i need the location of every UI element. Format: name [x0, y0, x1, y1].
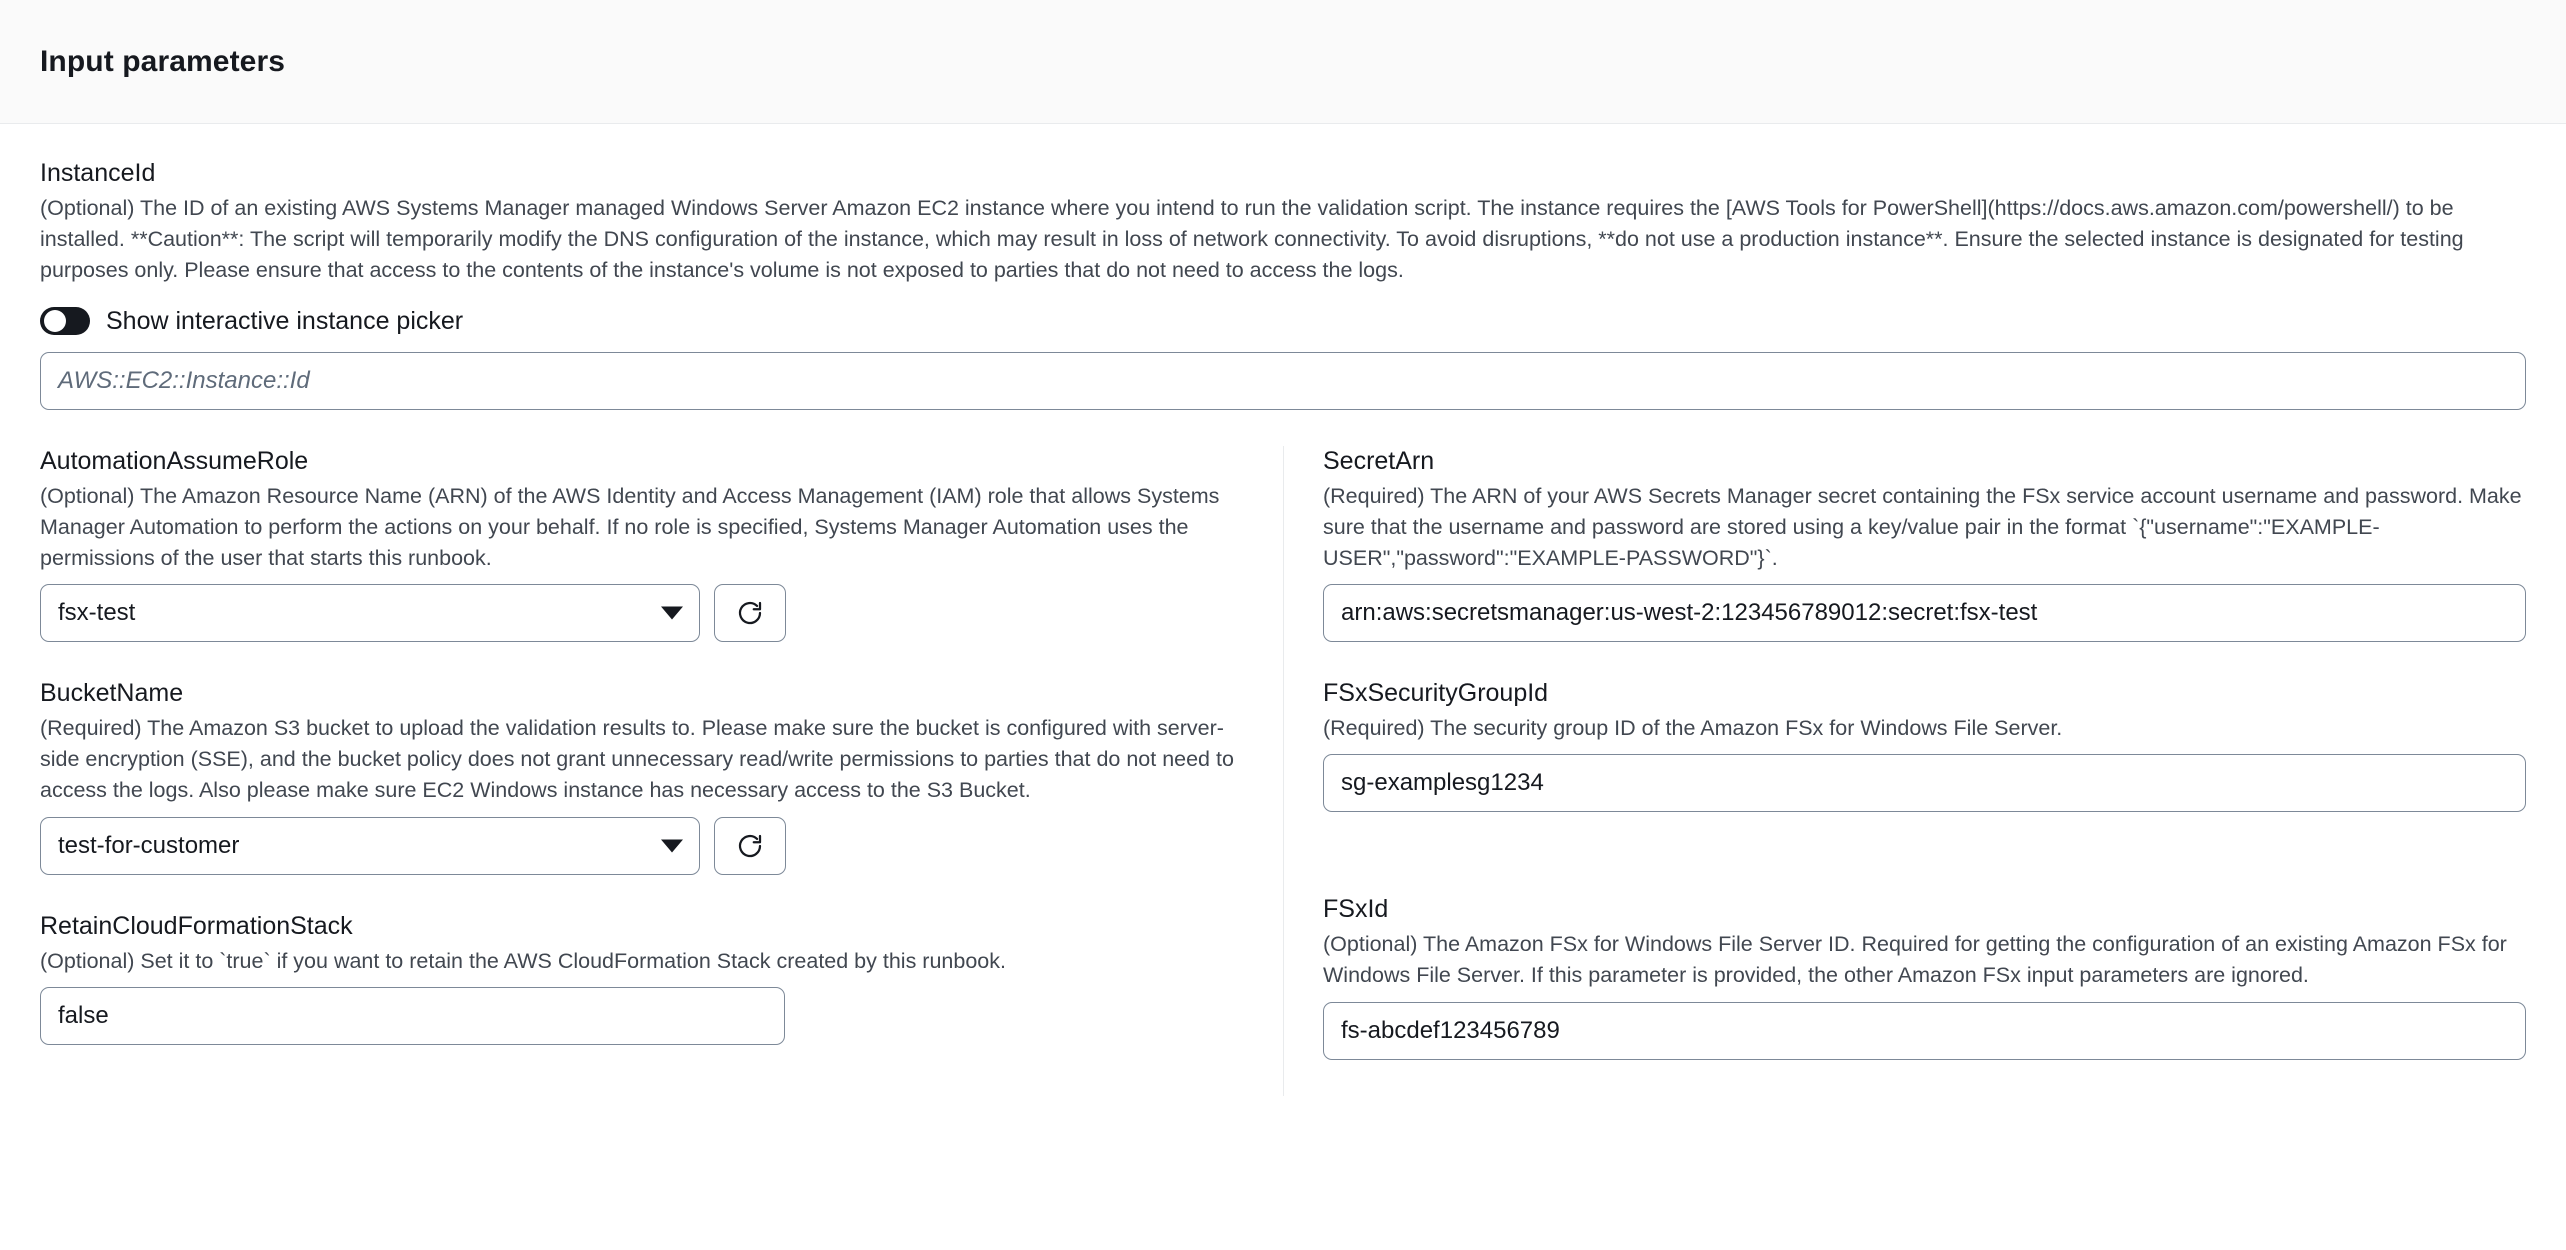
- fsx-id-label: FSxId: [1323, 895, 1389, 924]
- left-column: [40, 446, 1283, 1096]
- automation-assume-role-value: fsx-test: [58, 599, 136, 627]
- instance-picker-toggle-label: Show interactive instance picker: [106, 306, 464, 335]
- refresh-icon: [735, 598, 765, 628]
- chevron-down-icon: [661, 607, 683, 620]
- secret-arn-label: SecretArn: [1323, 446, 1435, 475]
- parameters-body: [0, 124, 2566, 1096]
- refresh-icon: [735, 831, 765, 861]
- parameters-columns: [40, 446, 2526, 1096]
- bucket-name-row: [40, 817, 1243, 875]
- field-fsx-security-group-id: [1323, 678, 2526, 858]
- chevron-down-icon: [661, 839, 683, 852]
- secret-arn-input[interactable]: arn:aws:secretsmanager:us-west-2:123456789012:secret:fsx-test: [1323, 584, 2526, 642]
- fsx-id-input[interactable]: fs-abcdef123456789: [1323, 1002, 2526, 1060]
- field-bucket-name: [40, 678, 1243, 875]
- fsx-id-description: (Optional) The Amazon FSx for Windows File Server ID. Required for getting the configuration of an existing Amazon FSx for Windows File Server. If this parameter is provided, the other Amazon FSx input parameters are ignored.: [1323, 932, 2507, 988]
- instance-id-label: InstanceId: [40, 159, 156, 187]
- instance-picker-toggle-row[interactable]: [40, 307, 2526, 336]
- bucket-name-label: BucketName: [40, 679, 184, 708]
- bucket-name-description: (Required) The Amazon S3 bucket to upload the validation results to. Please make sure the bucket is configured with server-side encryption (SSE), and the bucket policy does not grant unnecessary read/write permissions to parties that do not need to access the logs. Also please make sure EC2 Windows instance has necessary access to the S3 Bucket.: [40, 716, 1234, 803]
- automation-assume-role-row: [40, 584, 1243, 642]
- fsx-security-group-id-input[interactable]: sg-examplesg1234: [1323, 754, 2526, 812]
- retain-cloudformation-stack-input[interactable]: false: [40, 987, 785, 1045]
- instance-picker-toggle[interactable]: [40, 307, 90, 335]
- automation-assume-role-label: AutomationAssumeRole: [40, 446, 309, 475]
- retain-cloudformation-stack-description: (Optional) Set it to `true` if you want to retain the AWS CloudFormation Stack created by this runbook.: [40, 948, 1006, 973]
- bucket-name-refresh-button[interactable]: [714, 817, 786, 875]
- fsx-security-group-id-label: FSxSecurityGroupId: [1323, 679, 1549, 708]
- field-automation-assume-role: [40, 446, 1243, 643]
- instance-id-input[interactable]: AWS::EC2::Instance::Id: [40, 352, 2526, 410]
- retain-cloudformation-stack-label: RetainCloudFormationStack: [40, 911, 353, 940]
- instance-id-input-wrap: [40, 352, 2526, 410]
- automation-assume-role-select[interactable]: [40, 584, 700, 642]
- automation-assume-role-refresh-button[interactable]: [714, 584, 786, 642]
- column-divider: [1283, 446, 1284, 1096]
- bucket-name-select[interactable]: [40, 817, 700, 875]
- right-column: [1283, 446, 2526, 1096]
- page-title: Input parameters: [40, 44, 285, 78]
- panel-header: [0, 0, 2566, 124]
- instance-id-description: (Optional) The ID of an existing AWS Systems Manager managed Windows Server Amazon EC2 instance where you intend to run the validation script. The instance requires the [AWS Tools for PowerShell](https://docs.aws.amazon.com/powershell/) to be installed. **Caution**: The script will temporarily modify the DNS configuration of the instance, which may result in loss of network connectivity. To avoid disruptions, **do not use a production instance**. Ensure the selected instance is designated for testing purposes only. Please ensure that access to the contents of the instance's volume is not exposed to parties that do not need to access the logs.: [40, 196, 2464, 283]
- field-instance-id: [40, 158, 2526, 410]
- secret-arn-description: (Required) The ARN of your AWS Secrets Manager secret containing the FSx service account username and password. Make sure that the username and password are stored using a key/value pair in the format `{"username":"EXAMPLE-USER","password":"EXAMPLE-PASSWORD"}`.: [1323, 483, 2522, 570]
- field-secret-arn: [1323, 446, 2526, 643]
- toggle-knob: [44, 310, 66, 332]
- field-fsx-id: [1323, 894, 2526, 1059]
- fsx-security-group-id-description: (Required) The security group ID of the Amazon FSx for Windows File Server.: [1323, 716, 2063, 741]
- field-retain-cloudformation-stack: [40, 911, 1243, 1045]
- spacer: [1323, 812, 2526, 858]
- automation-assume-role-description: (Optional) The Amazon Resource Name (ARN) of the AWS Identity and Access Management (IAM) role that allows Systems Manager Automation to perform the actions on your behalf. If no role is specified, Systems Manager Automation uses the permissions of the user that starts this runbook.: [40, 483, 1220, 570]
- bucket-name-value: test-for-customer: [58, 831, 240, 859]
